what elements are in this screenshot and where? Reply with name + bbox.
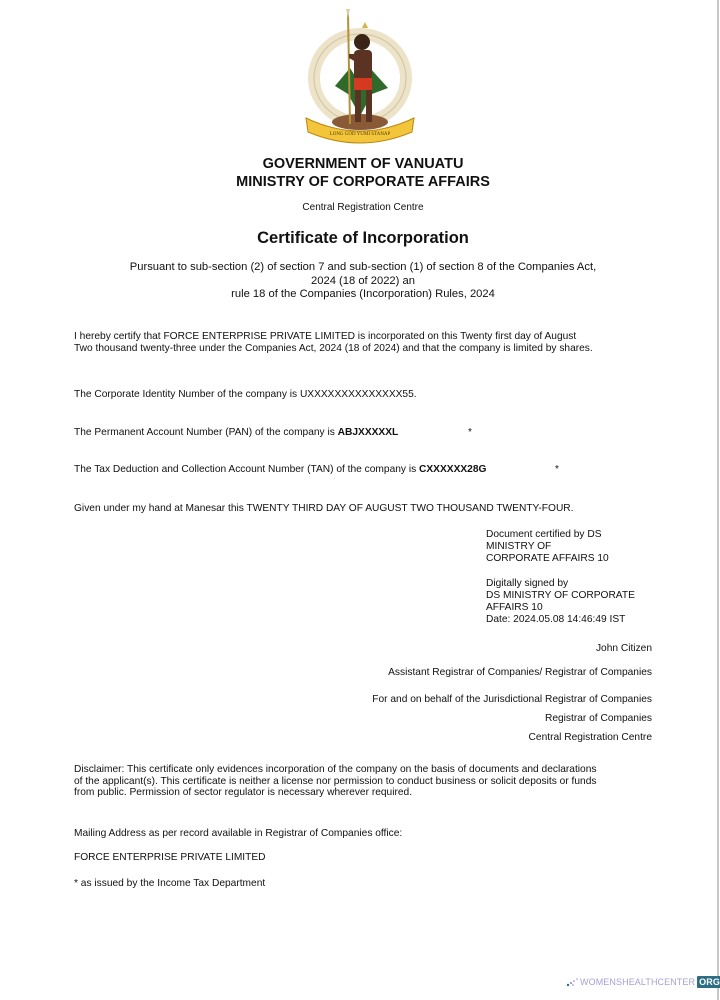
certify-paragraph bbox=[74, 331, 593, 354]
government-name: GOVERNMENT OF VANUATU bbox=[262, 156, 464, 172]
certified-by-block: Document certified by DS MINISTRY OF CORPORATE AFFAIRS 10 bbox=[486, 529, 609, 564]
tan-statement: The Tax Deduction and Collection Account Number (TAN) of the company is CXXXXXX28G bbox=[74, 464, 487, 475]
income-tax-note: * as issued by the Income Tax Department bbox=[74, 878, 266, 889]
cin-statement: The Corporate Identity Number of the company is UXXXXXXXXXXXXXX55. bbox=[74, 389, 417, 400]
tan-value: CXXXXXX28G bbox=[419, 464, 487, 475]
centre-line: Central Registration Centre bbox=[528, 732, 652, 743]
mailing-address-label: Mailing Address as per record available in Registrar of Companies office: bbox=[74, 828, 403, 839]
pursuant-statement bbox=[0, 261, 720, 302]
signatory-role: Assistant Registrar of Companies/ Registrar of Companies bbox=[388, 667, 652, 678]
office-name: Central Registration Centre bbox=[302, 202, 424, 213]
watermark bbox=[566, 976, 720, 988]
watermark-text: WOMENSHEALTHCENTER bbox=[580, 977, 696, 987]
given-statement: Given under my hand at Manesar this TWENTY THIRD DAY OF AUGUST TWO THOUSAND TWENTY-FOUR. bbox=[74, 503, 574, 514]
pursuant-line: Pursuant to sub-section (2) of section 7 and sub-section (1) of section 8 of the Companies Act, bbox=[129, 261, 597, 273]
signature-date: Date: 2024.05.08 14:46:49 IST bbox=[486, 614, 626, 625]
watermark-badge: ORG bbox=[699, 977, 720, 987]
digital-signature-block: Digitally signed by DS MINISTRY OF CORPORATE AFFAIRS 10 Date: 2024.05.08 14:46:49 IST bbox=[486, 578, 635, 625]
signatory-name: John Citizen bbox=[595, 643, 652, 654]
pan-statement: The Permanent Account Number (PAN) of the company is ABJXXXXXL bbox=[74, 427, 399, 438]
pan-value: ABJXXXXXL bbox=[337, 427, 399, 438]
svg-text:LONG GOD YUMI STANAP: LONG GOD YUMI STANAP bbox=[329, 132, 391, 137]
vanuatu-coat-of-arms-icon bbox=[300, 6, 420, 146]
certify-line: I hereby certify that FORCE ENTERPRISE PRIVATE LIMITED is incorporated on this Twenty first day of August bbox=[74, 331, 577, 342]
on-behalf-line: For and on behalf of the Jurisdictional Registrar of Companies bbox=[372, 694, 652, 705]
dots-logo-icon bbox=[566, 977, 580, 987]
pursuant-line: rule 18 of the Companies (Incorporation) Rules, 2024 bbox=[231, 288, 495, 300]
mailing-address-name: FORCE ENTERPRISE PRIVATE LIMITED bbox=[74, 852, 266, 863]
ministry-name: MINISTRY OF CORPORATE AFFAIRS bbox=[236, 174, 490, 190]
certify-line: Two thousand twenty-three under the Companies Act, 2024 (18 of 2024) and that the company is limited by shares. bbox=[74, 342, 593, 354]
tan-asterisk: * bbox=[555, 464, 559, 475]
page-edge-divider bbox=[717, 0, 719, 1000]
registrar-line: Registrar of Companies bbox=[544, 713, 652, 724]
pursuant-line: 2024 (18 of 2022) an bbox=[311, 274, 415, 287]
cin-value: UXXXXXXXXXXXXXX55. bbox=[299, 389, 417, 400]
pan-asterisk: * bbox=[468, 427, 472, 438]
government-heading bbox=[0, 155, 720, 191]
certificate-title: Certificate of Incorporation bbox=[257, 229, 469, 247]
disclaimer: Disclaimer: This certificate only evidences incorporation of the company on the basis of documents and declarations of the applicant(s). This certificate is neither a license nor permission to conduct business or solicit deposits or funds from public. Permission of sector regulator is necessary wherever required. bbox=[74, 764, 597, 798]
